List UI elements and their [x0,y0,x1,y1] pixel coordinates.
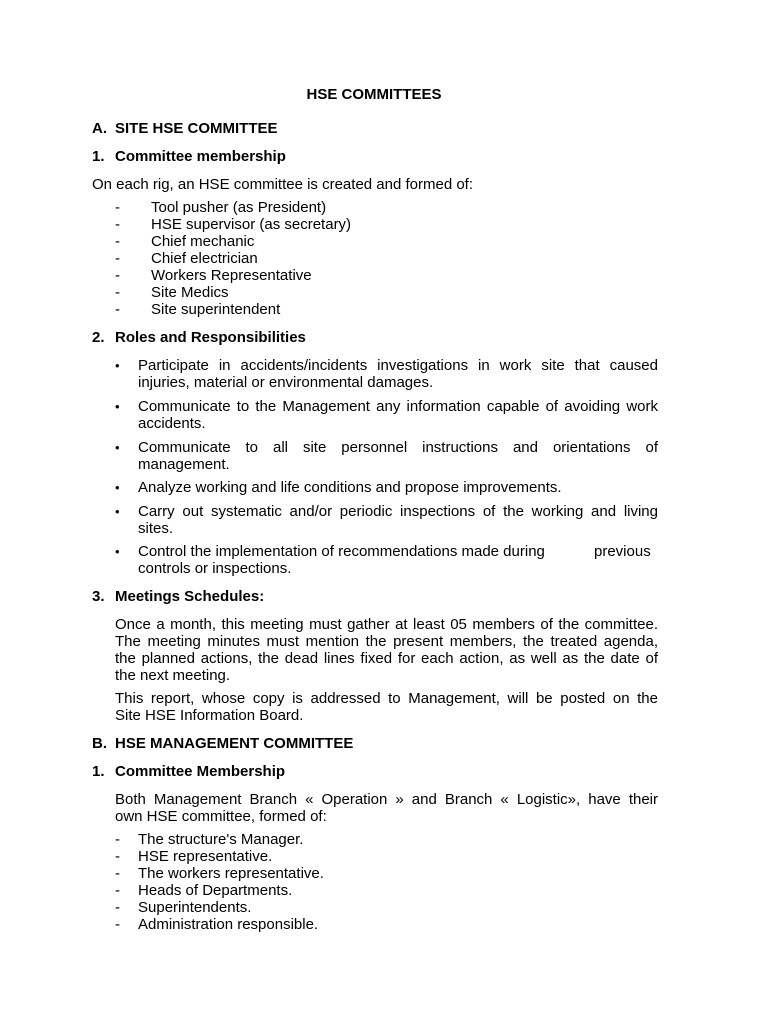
paragraph-line: The meeting minutes must mention the present members, the treated agenda, [115,633,658,650]
list-dash: - [115,916,120,933]
bullet-icon: • [115,399,120,414]
a3-number: 3. [92,588,105,605]
list-dash: - [115,199,120,216]
section-a-heading: SITE HSE COMMITTEE [115,120,278,137]
bullet-icon: • [115,480,120,495]
list-dash: - [115,233,120,250]
list-item: Workers Representative [151,267,312,284]
responsibility-line: Control the implementation of recommendations made during [138,543,545,560]
list-item: HSE representative. [138,848,273,865]
document-title: HSE COMMITTEES [306,86,442,103]
paragraph-line: Site HSE Information Board. [115,707,304,724]
responsibility-line: accidents. [138,415,206,432]
paragraph-line: the next meeting. [115,667,231,684]
b1-number: 1. [92,763,105,780]
list-item: Superintendents. [138,899,252,916]
responsibility-line: Participate in accidents/incidents investigations in work site that caused [138,357,658,374]
responsibility-line: Carry out systematic and/or periodic inspections of the working and living [138,503,658,520]
responsibility-line: Analyze working and life conditions and propose improvements. [138,479,562,496]
bullet-icon: • [115,358,120,373]
list-item: HSE supervisor (as secretary) [151,216,352,233]
a3-heading: Meetings Schedules: [115,588,265,605]
section-b-heading: HSE MANAGEMENT COMMITTEE [115,735,354,752]
responsibility-line: controls or inspections. [138,560,292,577]
responsibility-line: injuries, material or environmental damages. [138,374,434,391]
bullet-icon: • [115,440,120,455]
paragraph-line: This report, whose copy is addressed to Management, will be posted on the [115,690,658,707]
list-item: Tool pusher (as President) [151,199,327,216]
list-dash: - [115,831,120,848]
list-item: Administration responsible. [138,916,319,933]
list-item: The workers representative. [138,865,324,882]
b1-heading: Committee Membership [115,763,286,780]
list-dash: - [115,284,120,301]
bullet-icon: • [115,504,120,519]
list-item: The structure's Manager. [138,831,304,848]
paragraph-line: the planned actions, the dead lines fixed for each action, as well as the date of [115,650,658,667]
list-item: Site Medics [151,284,229,301]
list-item: Chief electrician [151,250,258,267]
paragraph-line: Once a month, this meeting must gather at least 05 members of the committee. [115,616,658,633]
section-b-letter: B. [92,735,107,752]
responsibility-line: sites. [138,520,174,537]
bullet-icon: • [115,544,120,559]
list-dash: - [115,216,120,233]
list-dash: - [115,865,120,882]
a2-number: 2. [92,329,105,346]
responsibility-line: previous [594,543,651,560]
paragraph-line: Both Management Branch « Operation » and Branch « Logistic», have their [115,791,658,808]
list-dash: - [115,301,120,318]
list-dash: - [115,899,120,916]
list-dash: - [115,250,120,267]
section-a-letter: A. [92,120,107,137]
list-dash: - [115,848,120,865]
a1-intro: On each rig, an HSE committee is created and formed of: [92,176,474,193]
list-item: Heads of Departments. [138,882,293,899]
responsibility-line: management. [138,456,230,473]
responsibility-line: Communicate to the Management any information capable of avoiding work [138,398,658,415]
list-dash: - [115,882,120,899]
paragraph-line: own HSE committee, formed of: [115,808,327,825]
list-item: Chief mechanic [151,233,255,250]
list-item: Site superintendent [151,301,281,318]
a1-heading: Committee membership [115,148,286,165]
a1-number: 1. [92,148,105,165]
responsibility-line: Communicate to all site personnel instructions and orientations of [138,439,658,456]
a2-heading: Roles and Responsibilities [115,329,306,346]
list-dash: - [115,267,120,284]
